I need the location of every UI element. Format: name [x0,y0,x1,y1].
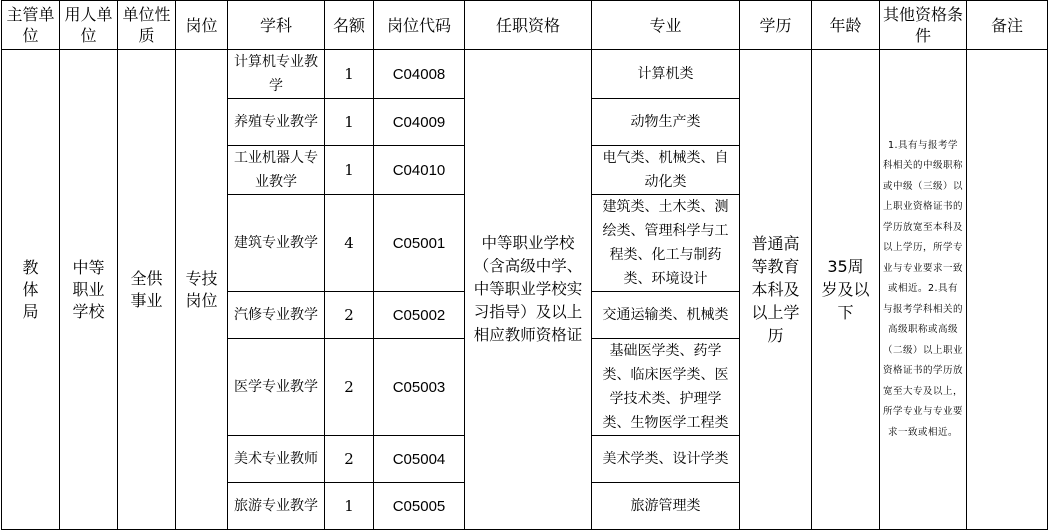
cell-post-code: C04010 [374,146,465,195]
header-other-conditions: 其他资格条件 [880,1,967,50]
cell-education: 普通高等教育本科及以上学历 [740,50,812,530]
header-quota: 名额 [325,1,374,50]
header-post: 岗位 [176,1,228,50]
cell-quota: 1 [325,50,374,99]
header-remarks: 备注 [967,1,1048,50]
cell-subject: 汽修专业教学 [228,292,325,339]
cell-other-conditions: 1.具有与报考学科相关的中级职称或中级（三级）以上职业资格证书的学历放宽至本科及以上学历，所学专业与专业要求一致或相近。2.具有与报考学科相关的高级职称或高级（二级）以上职业资格证书的学历放宽至大专及以上，所学专业与专业要求一致或相近。 [880,50,967,530]
header-row [2,1,1048,50]
cell-major: 动物生产类 [592,99,740,146]
cell-remarks [967,50,1048,530]
cell-post-code: C04009 [374,99,465,146]
cell-post-code: C05004 [374,436,465,483]
cell-major: 计算机类 [592,50,740,99]
header-qualification: 任职资格 [465,1,592,50]
header-education: 学历 [740,1,812,50]
cell-major: 基础医学类、药学类、临床医学类、医学技术类、护理学类、生物医学工程类 [592,339,740,436]
cell-quota: 4 [325,195,374,292]
header-employer: 用人单位 [60,1,118,50]
cell-quota: 2 [325,292,374,339]
cell-subject: 美术专业教师 [228,436,325,483]
cell-subject: 计算机专业教学 [228,50,325,99]
header-unit-nature: 单位性质 [118,1,176,50]
cell-post-code: C05003 [374,339,465,436]
table-row [2,50,1048,99]
header-subject: 学科 [228,1,325,50]
cell-major: 旅游管理类 [592,483,740,530]
cell-age: 35周岁及以下 [812,50,880,530]
cell-post-code: C05001 [374,195,465,292]
header-age: 年龄 [812,1,880,50]
cell-post-code: C05002 [374,292,465,339]
cell-subject: 旅游专业教学 [228,483,325,530]
cell-quota: 2 [325,436,374,483]
cell-post: 专技岗位 [176,50,228,530]
cell-qualification: 中等职业学校（含高级中学、中等职业学校实习指导）及以上相应教师资格证 [465,50,592,530]
cell-quota: 1 [325,99,374,146]
cell-major: 电气类、机械类、自动化类 [592,146,740,195]
cell-major: 美术学类、设计学类 [592,436,740,483]
header-post-code: 岗位代码 [374,1,465,50]
cell-quota: 1 [325,146,374,195]
cell-quota: 2 [325,339,374,436]
cell-subject: 工业机器人专业教学 [228,146,325,195]
header-dept: 主管单位 [2,1,60,50]
cell-post-code: C05005 [374,483,465,530]
cell-dept: 教体局 [2,50,60,530]
recruitment-table [1,0,1048,530]
header-major: 专业 [592,1,740,50]
cell-unit-nature: 全供事业 [118,50,176,530]
cell-employer: 中等职业学校 [60,50,118,530]
cell-subject: 养殖专业教学 [228,99,325,146]
cell-subject: 医学专业教学 [228,339,325,436]
cell-major: 交通运输类、机械类 [592,292,740,339]
cell-major: 建筑类、土木类、测绘类、管理科学与工程类、化工与制药类、环境设计 [592,195,740,292]
cell-subject: 建筑专业教学 [228,195,325,292]
cell-post-code: C04008 [374,50,465,99]
cell-quota: 1 [325,483,374,530]
